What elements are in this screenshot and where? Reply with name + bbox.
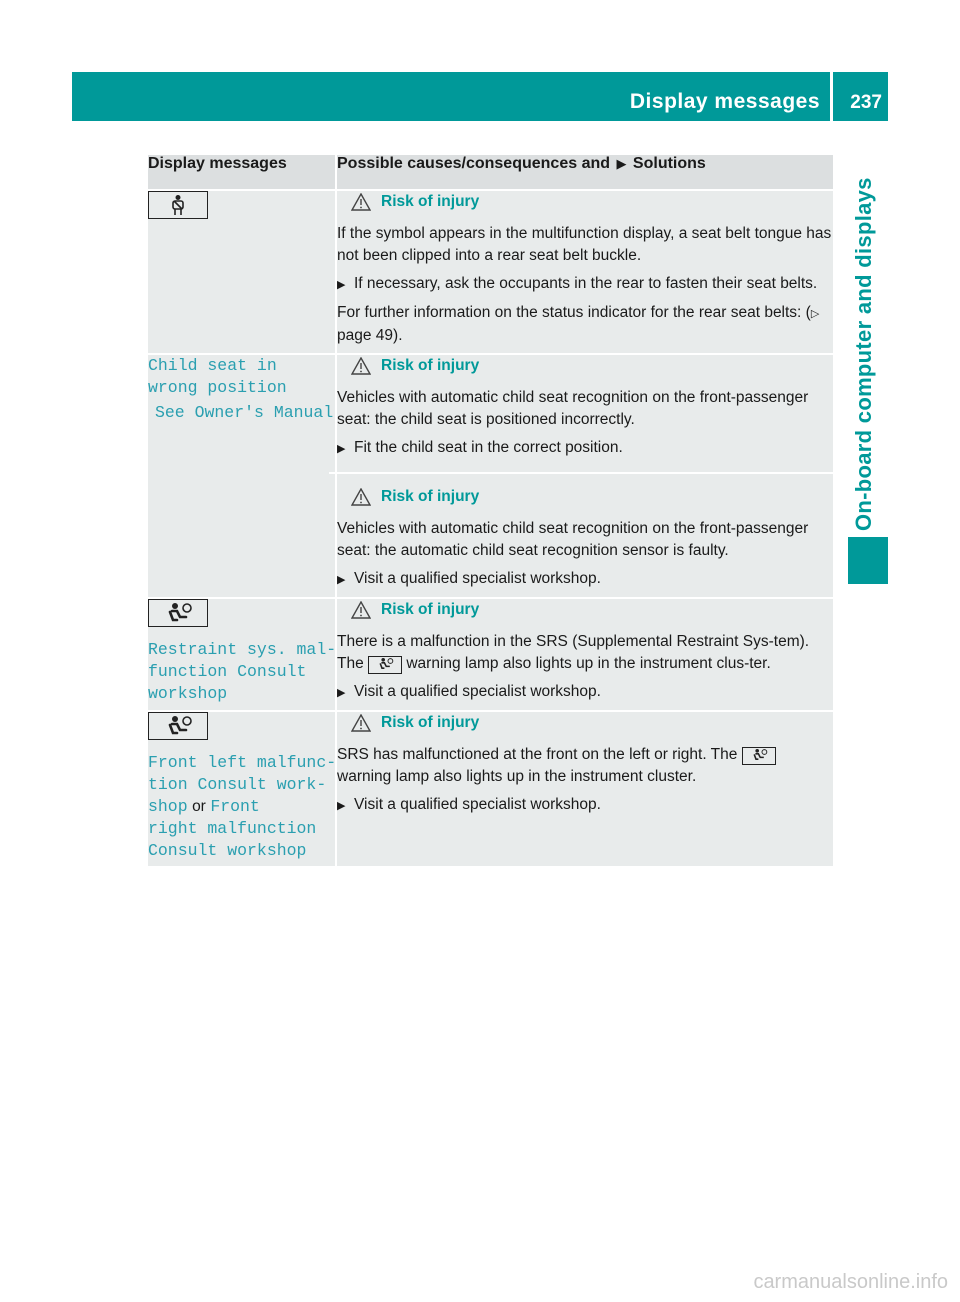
solution-step xyxy=(337,681,833,704)
page-ref-icon: ▷ xyxy=(810,308,820,320)
solution-text: Visit a qualified specialist workshop. xyxy=(354,683,601,700)
solutions-cell xyxy=(336,598,833,711)
table-row xyxy=(148,190,833,354)
solution-text: If necessary, ask the occupants in the rear to fasten their seat belts. xyxy=(354,275,818,292)
step-arrow-icon: ▶ xyxy=(337,279,346,291)
table-row xyxy=(148,354,833,598)
display-cell xyxy=(148,711,336,867)
cause-text: If the symbol appears in the multifunction display, a seat belt tongue has not been clipped into a rear seat belt buckle. xyxy=(337,225,832,264)
page-reference-link[interactable]: page 49). xyxy=(337,327,403,344)
column-header-display: Display messages xyxy=(148,155,336,190)
solution-text: Visit a qualified specialist workshop. xyxy=(354,570,601,587)
airbag-warning-icon xyxy=(148,712,208,740)
display-message-line: function Consult xyxy=(148,662,307,681)
warning-label: Risk of injury xyxy=(381,714,480,731)
display-message-line: Front left malfunc- xyxy=(148,753,337,772)
solution-step xyxy=(337,568,833,591)
display-cell xyxy=(148,354,336,598)
watermark: carmanualsonline.info xyxy=(753,1271,948,1293)
cause-text xyxy=(337,744,833,788)
header-title: Display messages xyxy=(629,90,820,113)
cause-text-pre: There is a malfunction in the SRS (Supplemental Restraint Sys-tem). The xyxy=(337,633,810,672)
rear-seatbelt-status-icon xyxy=(148,191,208,219)
cause-text: Vehicles with automatic child seat recognition on the front-passenger seat: the automatic child seat recognition sensor is faulty. xyxy=(337,520,809,559)
display-message-line xyxy=(148,796,335,818)
display-cell xyxy=(148,598,336,711)
warning-label: Risk of injury xyxy=(381,488,480,505)
display-message-line: workshop xyxy=(148,684,228,703)
table-header-row xyxy=(148,155,833,190)
cause-text-pre: SRS has malfunctioned at the front on the left or right. The xyxy=(337,746,738,763)
display-message-line: Child seat in xyxy=(148,356,277,375)
display-message-line: right malfunction xyxy=(148,819,317,838)
solution-text: Fit the child seat in the correct position. xyxy=(354,439,623,456)
step-arrow-icon: ▶ xyxy=(337,443,346,455)
display-message-line: Restraint sys. mal- xyxy=(148,640,337,659)
page-header xyxy=(72,72,888,121)
reference-pre: For further information on the status indicator for the rear seat belts: ( xyxy=(337,304,811,321)
display-message-fragment: shop xyxy=(148,797,188,816)
solution-step xyxy=(337,437,833,460)
solution-text: Visit a qualified specialist workshop. xyxy=(354,796,601,813)
cause-text xyxy=(337,631,833,675)
side-tab-label: On-board computer and displays xyxy=(851,177,876,531)
step-arrow-icon: ▶ xyxy=(337,574,346,586)
display-message-line: wrong position xyxy=(148,378,287,397)
display-messages-table xyxy=(148,155,833,868)
step-arrow-icon: ▶ xyxy=(337,687,346,699)
display-message-line: tion Consult work- xyxy=(148,775,327,794)
display-message-line: See Owner's Manual xyxy=(155,403,334,422)
warning-triangle-icon xyxy=(351,193,371,211)
cause-text-post: warning lamp also lights up in the instrument clus-ter. xyxy=(406,655,771,672)
warning-label: Risk of injury xyxy=(381,601,480,618)
side-tab-marker xyxy=(848,537,888,584)
table-row xyxy=(148,711,833,867)
display-or: or xyxy=(192,798,206,815)
step-arrow-icon: ▶ xyxy=(337,800,346,812)
warning-triangle-icon xyxy=(351,488,371,506)
warning-heading xyxy=(351,599,833,621)
warning-triangle-icon xyxy=(351,357,371,375)
display-message-line: Consult workshop xyxy=(148,841,307,860)
airbag-warning-icon xyxy=(742,747,776,765)
warning-heading xyxy=(351,191,833,213)
column-header-causes-text: Possible causes/consequences and xyxy=(337,155,611,172)
warning-label: Risk of injury xyxy=(381,357,480,374)
solutions-arrow-icon: ▶ xyxy=(616,156,627,171)
warning-heading xyxy=(351,712,833,734)
warning-heading xyxy=(351,355,833,377)
solution-step xyxy=(337,794,833,817)
airbag-warning-icon xyxy=(148,599,208,627)
warning-triangle-icon xyxy=(351,714,371,732)
solutions-cell xyxy=(336,190,833,354)
column-header-causes xyxy=(336,155,833,190)
solution-step xyxy=(337,273,833,296)
warning-label: Risk of injury xyxy=(381,193,480,210)
page-number: 237 xyxy=(850,92,882,113)
solutions-cell xyxy=(336,711,833,867)
solutions-cell xyxy=(336,354,833,598)
display-cell xyxy=(148,190,336,354)
column-header-solutions-text: Solutions xyxy=(632,155,706,172)
cause-text-post: warning lamp also lights up in the instrument cluster. xyxy=(337,768,697,785)
display-message-fragment: Front xyxy=(210,797,260,816)
cause-text: Vehicles with automatic child seat recognition on the front-passenger seat: the child seat is positioned incorrectly. xyxy=(337,389,809,428)
reference-text xyxy=(337,302,833,347)
warning-triangle-icon xyxy=(351,601,371,619)
sub-row-divider xyxy=(329,472,841,474)
header-separator xyxy=(830,72,833,121)
airbag-warning-icon xyxy=(368,656,402,674)
table-row xyxy=(148,598,833,711)
warning-heading xyxy=(351,486,833,508)
